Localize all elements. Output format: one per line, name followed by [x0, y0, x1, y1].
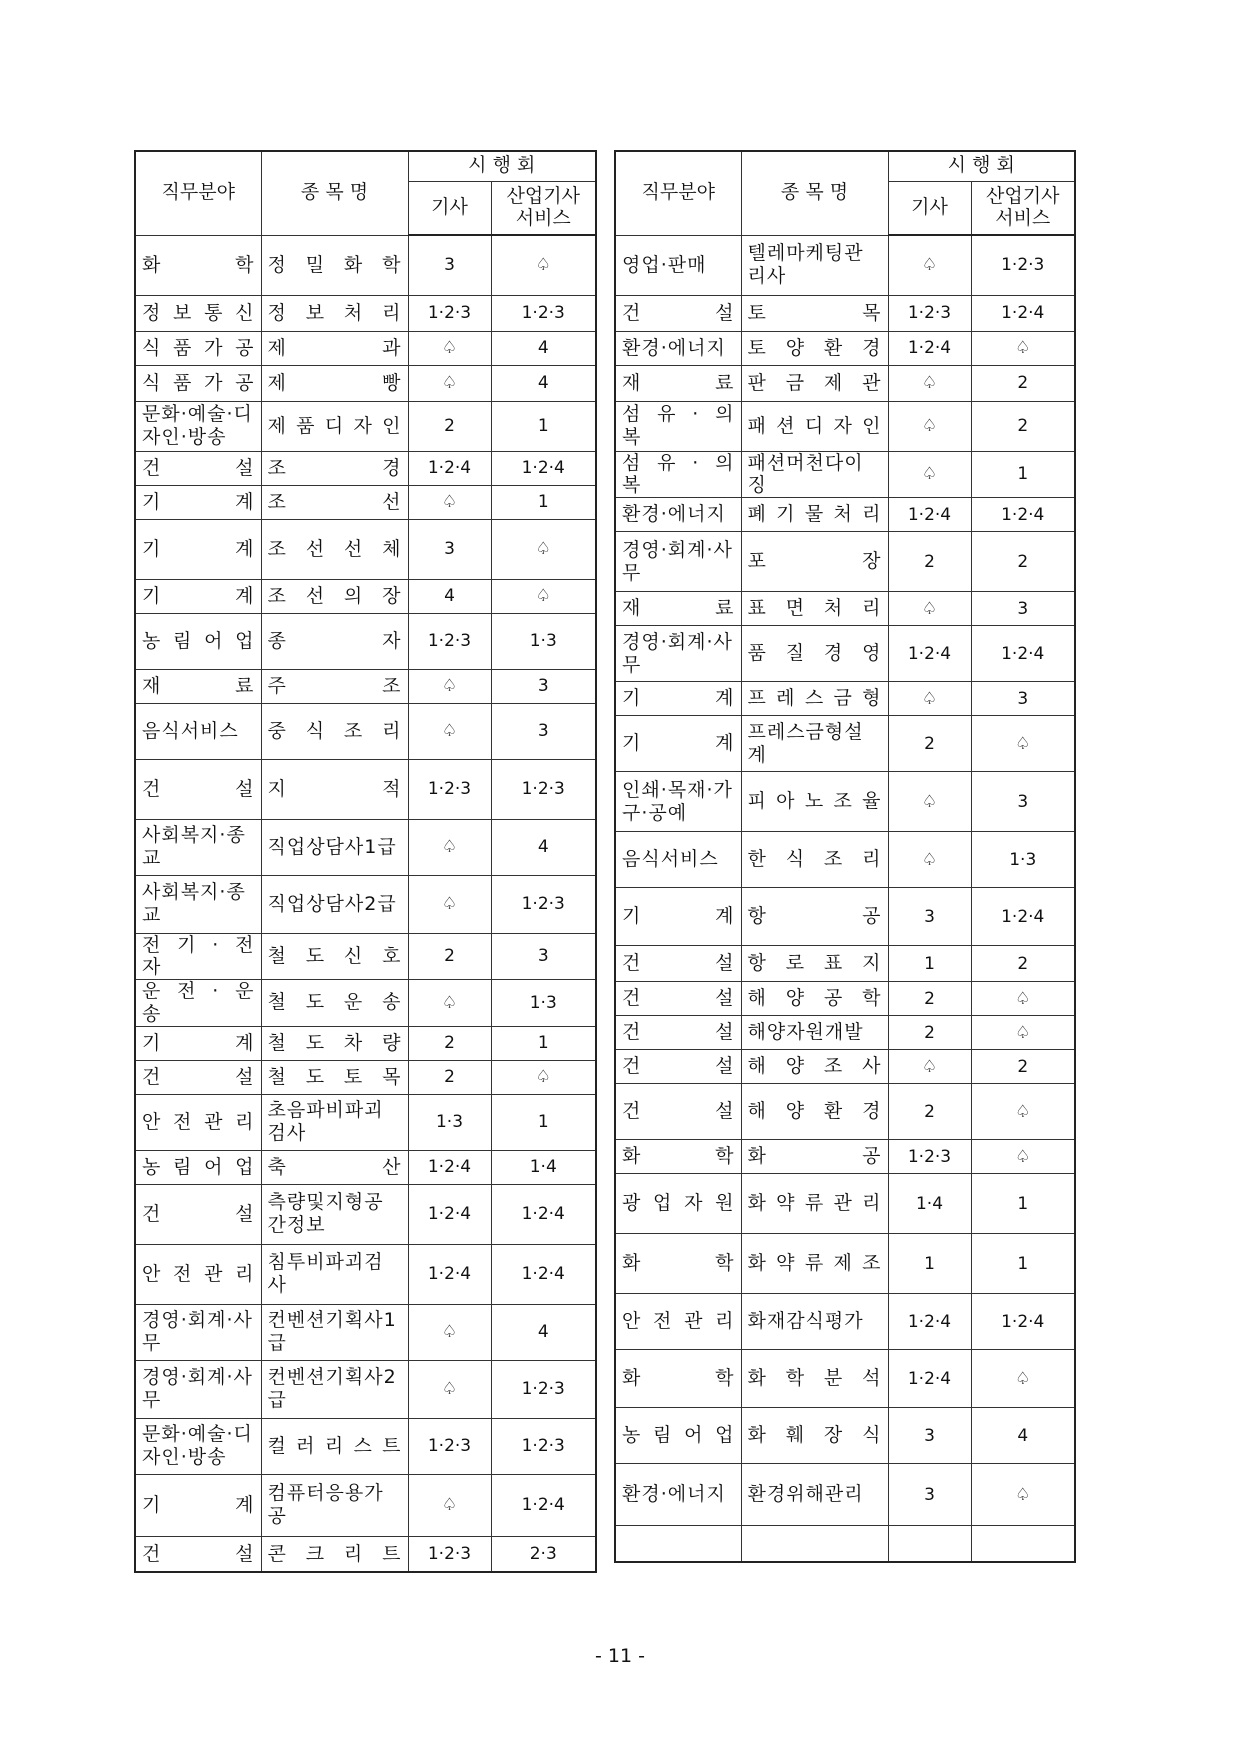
service-cell: ♤ [971, 1140, 1075, 1174]
field-cell: 기 계 [135, 1026, 261, 1060]
service-cell: 2 [971, 946, 1075, 982]
table-row [615, 832, 1075, 888]
field-cell: 화 학 [615, 1350, 741, 1408]
table-row [615, 331, 1075, 365]
table-row [135, 485, 596, 519]
field-cell: 환경·에너지 [615, 1464, 741, 1526]
gisa-cell: 2 [888, 982, 971, 1016]
service-cell: 4 [491, 331, 596, 365]
gisa-cell: 1·2·3 [888, 295, 971, 331]
service-cell: 1 [491, 1094, 596, 1150]
field-cell: 경영·회계·사무 [615, 532, 741, 592]
service-cell: ♤ [491, 1060, 596, 1094]
service-cell: ♤ [491, 235, 596, 295]
gisa-cell: ♤ [888, 832, 971, 888]
table-row [135, 669, 596, 703]
service-cell: 1 [491, 401, 596, 451]
field-cell: 농 림 어 업 [615, 1408, 741, 1464]
right-table-body [615, 235, 1075, 1562]
field-cell: 화 학 [135, 235, 261, 295]
gisa-cell: 1·2·3 [408, 295, 491, 331]
table-row [615, 1174, 1075, 1234]
field-cell: 재 료 [615, 365, 741, 401]
header-field: 직무분야 [615, 151, 741, 235]
item-cell: 항 로 표 지 [741, 946, 888, 982]
service-cell: 3 [491, 669, 596, 703]
gisa-cell: 1·2·4 [888, 626, 971, 682]
gisa-cell: ♤ [888, 592, 971, 626]
table-row [615, 1016, 1075, 1050]
item-cell: 화 공 [741, 1140, 888, 1174]
service-cell: 1·2·4 [491, 1184, 596, 1244]
service-cell: ♤ [491, 519, 596, 579]
table-row [135, 1536, 596, 1572]
table-row [615, 295, 1075, 331]
service-cell: 1·2·4 [971, 498, 1075, 532]
table-row [615, 451, 1075, 498]
field-cell: 환경·에너지 [615, 331, 741, 365]
table-row [615, 1234, 1075, 1294]
table-row [615, 716, 1075, 772]
table-row [135, 519, 596, 579]
service-cell: 1·3 [491, 980, 596, 1027]
gisa-cell: ♤ [888, 451, 971, 498]
gisa-cell: 1 [888, 1234, 971, 1294]
table-row [615, 682, 1075, 716]
header-gisa: 기사 [408, 181, 491, 235]
item-cell: 패 션 디 자 인 [741, 401, 888, 451]
gisa-cell: 1·2·4 [408, 1184, 491, 1244]
table-row [135, 933, 596, 980]
table-row [135, 1360, 596, 1418]
item-cell: 컨벤션기획사1급 [261, 1304, 408, 1360]
service-cell: ♤ [971, 1084, 1075, 1140]
gisa-cell: 2 [888, 716, 971, 772]
table-row [135, 295, 596, 331]
gisa-cell: 2 [408, 1060, 491, 1094]
item-cell: 초음파비파괴검사 [261, 1094, 408, 1150]
gisa-cell: 2 [408, 1026, 491, 1060]
header-service: 산업기사 서비스 [491, 181, 596, 235]
table-row [615, 1408, 1075, 1464]
item-cell: 화 약 류 관 리 [741, 1174, 888, 1234]
field-cell: 정 보 통 신 [135, 295, 261, 331]
service-cell: 1 [971, 1234, 1075, 1294]
table-row [135, 401, 596, 451]
field-cell [615, 1526, 741, 1562]
service-cell: 2 [971, 401, 1075, 451]
service-cell: 4 [491, 819, 596, 875]
service-cell: 4 [971, 1408, 1075, 1464]
service-cell: 1 [491, 485, 596, 519]
table-row [135, 1184, 596, 1244]
service-cell: 1·2·3 [491, 759, 596, 819]
gisa-cell: ♤ [408, 485, 491, 519]
gisa-cell: ♤ [888, 365, 971, 401]
gisa-cell: ♤ [408, 703, 491, 759]
field-cell: 건 설 [615, 1084, 741, 1140]
service-cell: ♤ [971, 982, 1075, 1016]
gisa-cell: 1·2·4 [888, 1294, 971, 1350]
service-cell: 1·3 [971, 832, 1075, 888]
gisa-cell: 2 [888, 532, 971, 592]
service-cell: 1·2·4 [971, 888, 1075, 946]
item-cell: 조 선 의 장 [261, 579, 408, 613]
item-cell: 정 보 처 리 [261, 295, 408, 331]
gisa-cell: 1·2·4 [888, 498, 971, 532]
field-cell: 건 설 [135, 759, 261, 819]
item-cell: 프 레 스 금 형 [741, 682, 888, 716]
item-cell: 직업상담사2급 [261, 875, 408, 933]
gisa-cell: 1·2·4 [408, 1244, 491, 1304]
field-cell: 건 설 [615, 295, 741, 331]
gisa-cell: 1·2·3 [888, 1140, 971, 1174]
field-cell: 재 료 [615, 592, 741, 626]
item-cell: 프레스금형설계 [741, 716, 888, 772]
item-cell: 조 선 [261, 485, 408, 519]
gisa-cell: 1·2·4 [888, 331, 971, 365]
gisa-cell: 3 [408, 235, 491, 295]
field-cell: 섬 유 · 의 복 [615, 451, 741, 498]
left-table-body [135, 235, 596, 1572]
service-cell: 3 [491, 703, 596, 759]
service-cell: 1·2·4 [971, 626, 1075, 682]
service-cell: 1 [971, 451, 1075, 498]
service-cell: 2·3 [491, 1536, 596, 1572]
item-cell: 토 양 환 경 [741, 331, 888, 365]
field-cell: 농 림 어 업 [135, 1150, 261, 1184]
field-cell: 건 설 [615, 982, 741, 1016]
header-service: 산업기사 서비스 [971, 181, 1075, 235]
table-row [135, 703, 596, 759]
table-row [135, 1244, 596, 1304]
item-cell: 화 약 류 제 조 [741, 1234, 888, 1294]
item-cell: 품 질 경 영 [741, 626, 888, 682]
gisa-cell: ♤ [408, 331, 491, 365]
table-row [135, 1150, 596, 1184]
service-cell: 1·2·3 [491, 875, 596, 933]
table-row [135, 759, 596, 819]
field-cell: 기 계 [135, 519, 261, 579]
table-row [135, 875, 596, 933]
item-cell: 컴퓨터응용가공 [261, 1474, 408, 1536]
field-cell: 건 설 [615, 946, 741, 982]
item-cell: 판 금 제 관 [741, 365, 888, 401]
gisa-cell: ♤ [888, 682, 971, 716]
service-cell: 1·4 [491, 1150, 596, 1184]
service-cell: ♤ [491, 579, 596, 613]
item-cell: 중 식 조 리 [261, 703, 408, 759]
field-cell: 문화·예술·디자인·방송 [135, 1418, 261, 1474]
service-cell: 1·2·4 [491, 1244, 596, 1304]
field-cell: 음식서비스 [135, 703, 261, 759]
item-cell: 조 선 선 체 [261, 519, 408, 579]
item-cell: 측량및지형공간정보 [261, 1184, 408, 1244]
service-cell: 1·2·4 [971, 1294, 1075, 1350]
gisa-cell: ♤ [408, 1304, 491, 1360]
table-row [615, 888, 1075, 946]
item-cell: 화재감식평가 [741, 1294, 888, 1350]
item-cell: 화 학 분 석 [741, 1350, 888, 1408]
item-cell: 제 품 디 자 인 [261, 401, 408, 451]
table-row [135, 579, 596, 613]
item-cell: 표 면 처 리 [741, 592, 888, 626]
item-cell: 컨벤션기획사2급 [261, 1360, 408, 1418]
item-cell: 피 아 노 조 율 [741, 772, 888, 832]
field-cell: 경영·회계·사무 [135, 1360, 261, 1418]
gisa-cell: ♤ [408, 365, 491, 401]
table-row [135, 1474, 596, 1536]
item-cell: 종 자 [261, 613, 408, 669]
gisa-cell: 4 [408, 579, 491, 613]
gisa-cell: 3 [888, 1464, 971, 1526]
table-row [135, 980, 596, 1027]
table-row [135, 1304, 596, 1360]
table-row [135, 1418, 596, 1474]
table-row [615, 235, 1075, 295]
table-row [615, 1294, 1075, 1350]
table-row [615, 498, 1075, 532]
left-qualification-table [134, 150, 597, 1573]
field-cell: 기 계 [135, 485, 261, 519]
service-cell: 2 [971, 532, 1075, 592]
gisa-cell: 1·2·3 [408, 1418, 491, 1474]
service-cell: ♤ [971, 331, 1075, 365]
table-row [615, 1464, 1075, 1526]
service-cell: 4 [491, 365, 596, 401]
table-row [135, 819, 596, 875]
item-cell: 포 장 [741, 532, 888, 592]
service-cell: 1·2·4 [491, 1474, 596, 1536]
table-row [135, 365, 596, 401]
service-cell: 1·2·4 [491, 451, 596, 485]
gisa-cell: 2 [888, 1084, 971, 1140]
gisa-cell: 2 [408, 933, 491, 980]
service-cell: 3 [971, 682, 1075, 716]
field-cell: 건 설 [615, 1050, 741, 1084]
header-field: 직무분야 [135, 151, 261, 235]
gisa-cell: ♤ [408, 819, 491, 875]
field-cell: 경영·회계·사무 [135, 1304, 261, 1360]
service-cell: 2 [971, 1050, 1075, 1084]
table-row [135, 1060, 596, 1094]
service-cell [971, 1526, 1075, 1562]
table-row [615, 626, 1075, 682]
field-cell: 사회복지·종교 [135, 875, 261, 933]
gisa-cell: 3 [408, 519, 491, 579]
table-row [615, 1350, 1075, 1408]
field-cell: 재 료 [135, 669, 261, 703]
field-cell: 화 학 [615, 1140, 741, 1174]
item-cell [741, 1526, 888, 1562]
field-cell: 건 설 [135, 1184, 261, 1244]
gisa-cell: 1 [888, 946, 971, 982]
item-cell: 항 공 [741, 888, 888, 946]
field-cell: 광 업 자 원 [615, 1174, 741, 1234]
gisa-cell: ♤ [408, 1360, 491, 1418]
field-cell: 기 계 [135, 579, 261, 613]
table-row [615, 592, 1075, 626]
table-row [615, 772, 1075, 832]
field-cell: 화 학 [615, 1234, 741, 1294]
service-cell: ♤ [971, 1350, 1075, 1408]
item-cell: 제 과 [261, 331, 408, 365]
service-cell: ♤ [971, 1016, 1075, 1050]
service-cell: 2 [971, 365, 1075, 401]
item-cell: 축 산 [261, 1150, 408, 1184]
field-cell: 인쇄·목재·가구·공예 [615, 772, 741, 832]
table-row [135, 331, 596, 365]
gisa-cell: 3 [888, 888, 971, 946]
service-cell: 1·2·3 [491, 295, 596, 331]
field-cell: 기 계 [615, 888, 741, 946]
item-cell: 환경위해관리 [741, 1464, 888, 1526]
item-cell: 화 훼 장 식 [741, 1408, 888, 1464]
field-cell: 경영·회계·사무 [615, 626, 741, 682]
table-row [615, 1526, 1075, 1562]
field-cell: 문화·예술·디자인·방송 [135, 401, 261, 451]
item-cell: 철 도 운 송 [261, 980, 408, 1027]
field-cell: 건 설 [135, 1060, 261, 1094]
gisa-cell: 1·2·4 [408, 451, 491, 485]
service-cell: 3 [971, 772, 1075, 832]
header-exam-round: 시 행 회 [888, 151, 1075, 181]
table-row [615, 365, 1075, 401]
table-row [615, 1140, 1075, 1174]
item-cell: 콘 크 리 트 [261, 1536, 408, 1572]
field-cell: 건 설 [135, 1536, 261, 1572]
table-row [135, 451, 596, 485]
service-cell: ♤ [971, 1464, 1075, 1526]
field-cell: 사회복지·종교 [135, 819, 261, 875]
field-cell: 섬 유 · 의 복 [615, 401, 741, 451]
gisa-cell: ♤ [888, 235, 971, 295]
table-row [135, 1094, 596, 1150]
table-row [615, 401, 1075, 451]
item-cell: 직업상담사1급 [261, 819, 408, 875]
item-cell: 침투비파괴검사 [261, 1244, 408, 1304]
item-cell: 제 빵 [261, 365, 408, 401]
service-cell: 1·3 [491, 613, 596, 669]
table-row [615, 532, 1075, 592]
item-cell: 주 조 [261, 669, 408, 703]
field-cell: 안 전 관 리 [615, 1294, 741, 1350]
gisa-cell [888, 1526, 971, 1562]
item-cell: 토 목 [741, 295, 888, 331]
gisa-cell: 1·2·3 [408, 613, 491, 669]
gisa-cell: ♤ [888, 1050, 971, 1084]
field-cell: 기 계 [135, 1474, 261, 1536]
gisa-cell: ♤ [888, 772, 971, 832]
item-cell: 철 도 차 량 [261, 1026, 408, 1060]
item-cell: 해 양 조 사 [741, 1050, 888, 1084]
field-cell: 식 품 가 공 [135, 331, 261, 365]
field-cell: 농 림 어 업 [135, 613, 261, 669]
gisa-cell: 1·2·4 [408, 1150, 491, 1184]
gisa-cell: ♤ [408, 669, 491, 703]
item-cell: 해 양 환 경 [741, 1084, 888, 1140]
gisa-cell: ♤ [888, 401, 971, 451]
field-cell: 환경·에너지 [615, 498, 741, 532]
right-qualification-table [614, 150, 1076, 1563]
gisa-cell: ♤ [408, 875, 491, 933]
field-cell: 기 계 [615, 716, 741, 772]
table-row [135, 613, 596, 669]
table-row [135, 1026, 596, 1060]
gisa-cell: ♤ [408, 980, 491, 1027]
field-cell: 음식서비스 [615, 832, 741, 888]
item-cell: 패션머천다이징 [741, 451, 888, 498]
gisa-cell: 1·2·4 [888, 1350, 971, 1408]
field-cell: 안 전 관 리 [135, 1094, 261, 1150]
item-cell: 조 경 [261, 451, 408, 485]
item-cell: 해양자원개발 [741, 1016, 888, 1050]
item-cell: 폐 기 물 처 리 [741, 498, 888, 532]
item-cell: 정 밀 화 학 [261, 235, 408, 295]
service-cell: 1·2·4 [971, 295, 1075, 331]
table-row [135, 235, 596, 295]
gisa-cell: 1·2·3 [408, 1536, 491, 1572]
table-row [615, 1050, 1075, 1084]
header-item: 종 목 명 [741, 151, 888, 235]
gisa-cell: 2 [888, 1016, 971, 1050]
field-cell: 전 기 · 전 자 [135, 933, 261, 980]
gisa-cell: 1·4 [888, 1174, 971, 1234]
service-cell: 4 [491, 1304, 596, 1360]
gisa-cell: 1·2·3 [408, 759, 491, 819]
field-cell: 식 품 가 공 [135, 365, 261, 401]
field-cell: 건 설 [135, 451, 261, 485]
service-cell: 1 [491, 1026, 596, 1060]
field-cell: 기 계 [615, 682, 741, 716]
header-gisa: 기사 [888, 181, 971, 235]
header-item: 종 목 명 [261, 151, 408, 235]
table-row [615, 946, 1075, 982]
field-cell: 안 전 관 리 [135, 1244, 261, 1304]
item-cell: 해 양 공 학 [741, 982, 888, 1016]
service-cell: ♤ [971, 716, 1075, 772]
gisa-cell: 1·3 [408, 1094, 491, 1150]
item-cell: 철 도 토 목 [261, 1060, 408, 1094]
service-cell: 1·2·3 [971, 235, 1075, 295]
page-number: - 11 - [595, 1645, 645, 1667]
item-cell: 한 식 조 리 [741, 832, 888, 888]
gisa-cell: 2 [408, 401, 491, 451]
field-cell: 운 전 · 운 송 [135, 980, 261, 1027]
item-cell: 컬 러 리 스 트 [261, 1418, 408, 1474]
table-row [615, 982, 1075, 1016]
service-cell: 1·2·3 [491, 1360, 596, 1418]
table-row [615, 1084, 1075, 1140]
service-cell: 1 [971, 1174, 1075, 1234]
field-cell: 건 설 [615, 1016, 741, 1050]
header-exam-round: 시 행 회 [408, 151, 596, 181]
field-cell: 영업·판매 [615, 235, 741, 295]
service-cell: 1·2·3 [491, 1418, 596, 1474]
service-cell: 3 [491, 933, 596, 980]
gisa-cell: ♤ [408, 1474, 491, 1536]
service-cell: 3 [971, 592, 1075, 626]
item-cell: 철 도 신 호 [261, 933, 408, 980]
item-cell: 지 적 [261, 759, 408, 819]
gisa-cell: 3 [888, 1408, 971, 1464]
item-cell: 텔레마케팅관리사 [741, 235, 888, 295]
